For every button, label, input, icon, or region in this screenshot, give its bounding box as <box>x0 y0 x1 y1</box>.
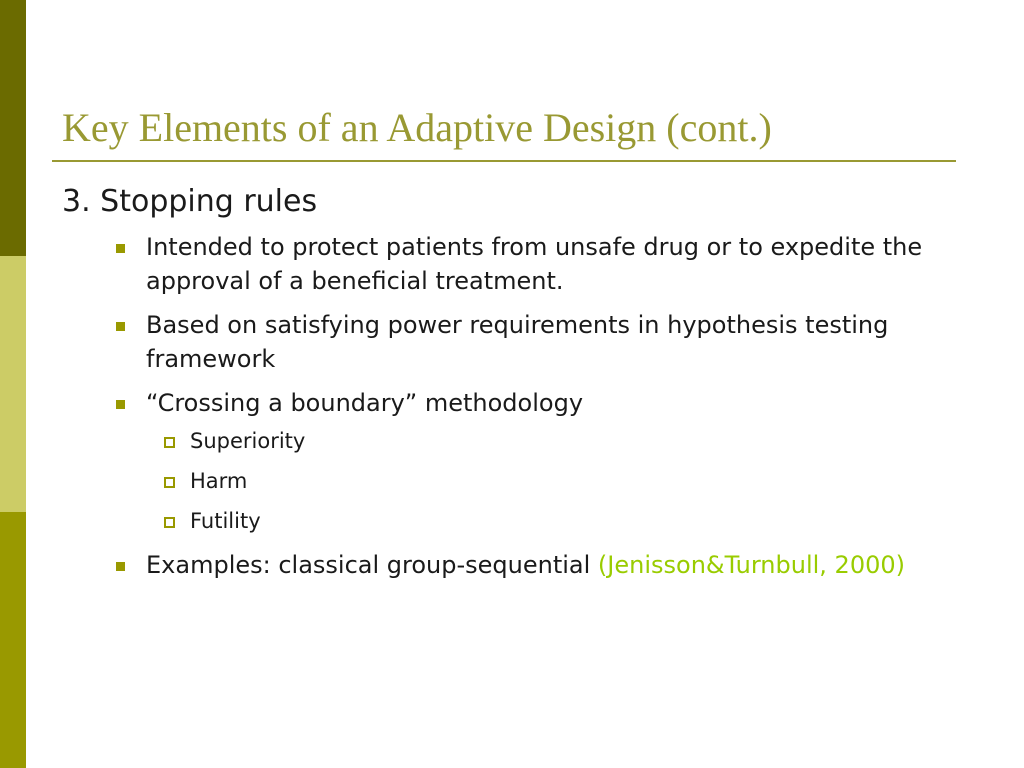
sub-bullet-item <box>62 506 982 536</box>
bullet-text: Intended to protect patients from unsafe drug or to expedite the approval of a beneficial treatment. <box>146 233 923 295</box>
sidebar-stripe-top <box>0 0 26 256</box>
bullet-item <box>62 386 982 420</box>
bullet-text: Based on satisfying power requirements in hypothesis testing framework <box>146 311 889 373</box>
sidebar-stripe-middle <box>0 256 26 512</box>
hollow-square-bullet-icon <box>164 517 175 528</box>
sub-bullet-item <box>62 466 982 496</box>
title-underline <box>52 160 956 162</box>
slide-title: Key Elements of an Adaptive Design (cont.) <box>62 105 772 150</box>
citation-text: (Jenisson&Turnbull, 2000) <box>597 551 905 579</box>
slide-body <box>62 180 982 582</box>
sidebar-stripe-bottom <box>0 512 26 768</box>
sub-bullet-item <box>62 426 982 456</box>
sub-bullet-text: Futility <box>190 509 261 533</box>
bullet-text: “Crossing a boundary” methodology <box>146 389 584 417</box>
bullet-item <box>62 308 982 376</box>
bullet-item <box>62 230 982 298</box>
hollow-square-bullet-icon <box>164 477 175 488</box>
sub-bullet-text: Superiority <box>190 429 306 453</box>
hollow-square-bullet-icon <box>164 437 175 448</box>
bullet-item <box>62 548 982 582</box>
square-bullet-icon <box>116 244 125 253</box>
square-bullet-icon <box>116 322 125 331</box>
square-bullet-icon <box>116 562 125 571</box>
sub-bullet-text: Harm <box>190 469 248 493</box>
bullet-text: Examples: classical group-sequential <box>146 551 598 579</box>
square-bullet-icon <box>116 400 125 409</box>
section-heading: 3. Stopping rules <box>62 184 318 219</box>
